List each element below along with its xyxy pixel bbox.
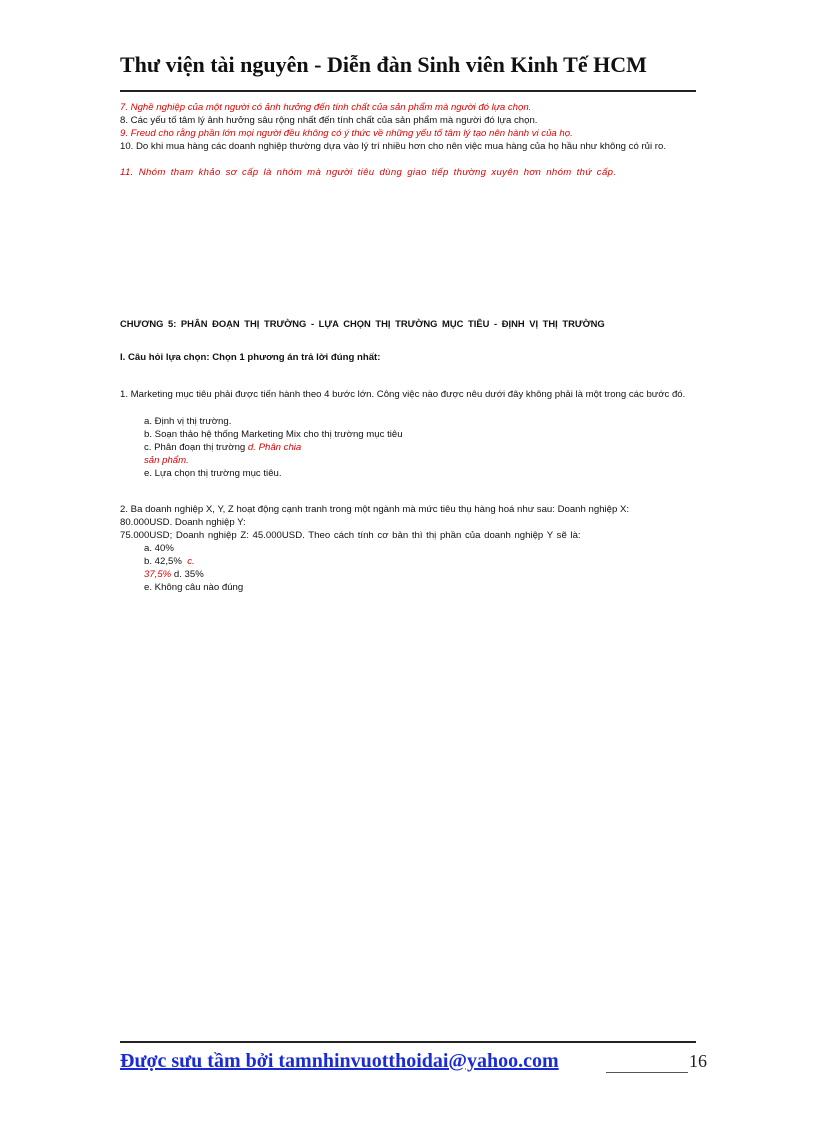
question-2-option-c-part1: c. (187, 556, 195, 567)
question-2-option-b (144, 556, 195, 569)
question-1-option-c-text: c. Phân đoạn thị trường (144, 442, 246, 453)
page-number: 16 (689, 1051, 707, 1071)
question-1-option-c (144, 442, 301, 455)
page-header-title: Thư viện tài nguyên - Diễn đàn Sinh viên Kinh Tế HCM (120, 52, 647, 77)
statement-8: 8. Các yếu tố tâm lý ảnh hưởng sâu rộng nhất đến tính chất của sản phẩm mà người đó lựa chọn. (120, 115, 538, 126)
statement-11: 11. Nhóm tham khảo sơ cấp là nhóm mà người tiêu dùng giao tiếp thường xuyên hơn nhóm thứ cấp. (120, 167, 617, 178)
statement-7: 7. Nghề nghiệp của một người có ảnh hưởng đến tính chất của sản phẩm mà người đó lựa chọn. (120, 102, 532, 113)
chapter-title: CHƯƠNG 5: PHÂN ĐOẠN THỊ TRƯỜNG - LỰA CHỌN THỊ TRƯỜNG MỤC TIÊU - ĐỊNH VỊ THỊ TRƯỜNG (120, 318, 605, 329)
question-2-option-c-part2: 37,5% (144, 569, 172, 580)
question-2-option-d: d. 35% (173, 569, 204, 580)
statement-10: 10. Do khi mua hàng các doanh nghiệp thường dựa vào lý trí nhiều hơn cho nên việc mua hàng của họ hầu như không có rủi ro. (120, 141, 667, 152)
question-2-text-line1: 2. Ba doanh nghiệp X, Y, Z hoạt động cạnh tranh trong một ngành mà mức tiêu thụ hàng hoá như sau: Doanh nghiệp X: (120, 504, 630, 515)
question-2-text-line3: 75.000USD; Doanh nghiệp Z: 45.000USD. Theo cách tính cơ bản thì thị phần của doanh nghiệp Y sẽ là: (120, 530, 581, 541)
header-divider (120, 90, 696, 92)
footer-credit-link[interactable]: Được sưu tầm bởi tamnhinvuotthoidai@yahoo.com (120, 1050, 559, 1072)
question-2-option-a: a. 40% (144, 543, 174, 554)
question-1-option-d-part1: d. Phân chia (247, 442, 302, 453)
question-2-option-e: e. Không câu nào đúng (144, 582, 244, 593)
question-1-option-e: e. Lựa chọn thị trường mục tiêu. (144, 468, 282, 479)
question-2-text-line2: 80.000USD. Doanh nghiệp Y: (120, 517, 246, 528)
question-1-option-a: a. Định vị thị trường. (144, 416, 232, 427)
question-1-option-b: b. Soạn thảo hệ thống Marketing Mix cho thị trường mục tiêu (144, 429, 403, 440)
statement-9: 9. Freud cho rằng phần lớn mọi người đều không có ý thức về những yếu tố tâm lý tạo nên hành vi của họ. (120, 128, 573, 139)
footer-divider (120, 1041, 696, 1043)
question-1-option-d-part2: sản phẩm. (144, 455, 189, 466)
question-2-option-c-d (144, 569, 204, 582)
question-2-option-b-text: b. 42,5% (144, 556, 182, 567)
question-1-text: 1. Marketing mục tiêu phải được tiến hành theo 4 bước lớn. Công việc nào được nêu dưới đây không phải là một trong các bước đó. (120, 389, 686, 400)
section-heading: I. Câu hỏi lựa chọn: Chọn 1 phương án trả lời đúng nhất: (120, 352, 381, 363)
footer-underline (606, 1072, 688, 1073)
